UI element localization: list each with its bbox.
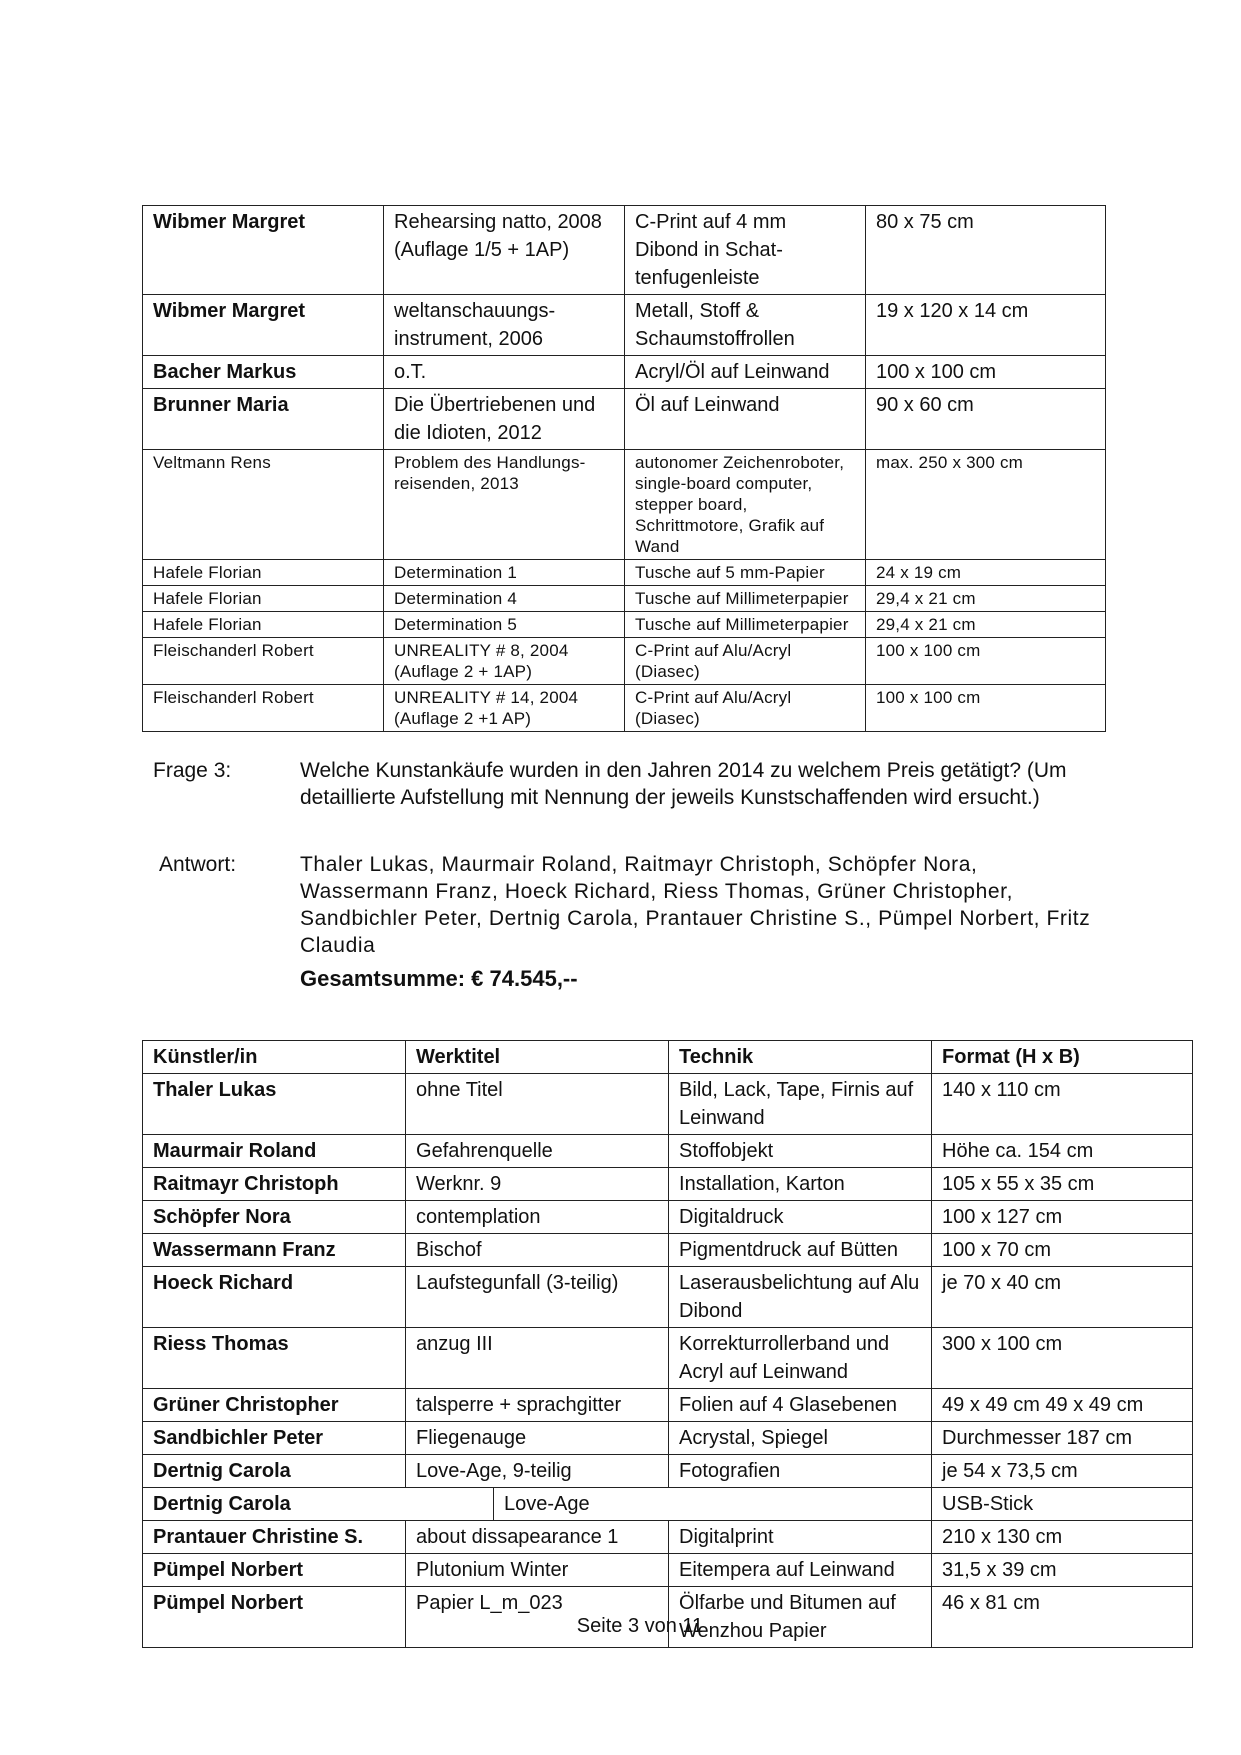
header-artist: Künstler/in bbox=[143, 1041, 406, 1074]
format-cell: 49 x 49 cm 49 x 49 cm bbox=[932, 1389, 1193, 1422]
technique-cell: Pigmentdruck auf Bütten bbox=[669, 1234, 932, 1267]
technique-cell: Digitaldruck bbox=[669, 1201, 932, 1234]
table-row bbox=[143, 560, 1106, 586]
table-row bbox=[143, 1135, 1193, 1168]
table-row bbox=[143, 1074, 1193, 1135]
table-row bbox=[143, 685, 1106, 732]
technique-cell: Installation, Karton bbox=[669, 1168, 932, 1201]
technique-cell: Eitempera auf Leinwand bbox=[669, 1554, 932, 1587]
format-cell: 29,4 x 21 cm bbox=[866, 612, 1106, 638]
artist-cell: Hafele Florian bbox=[143, 560, 384, 586]
technique-cell: Stoffobjekt bbox=[669, 1135, 932, 1168]
artist-cell: Veltmann Rens bbox=[143, 450, 384, 560]
title-cell: Laufstegunfall (3-teilig) bbox=[406, 1267, 669, 1328]
artist-cell: Hafele Florian bbox=[143, 586, 384, 612]
technique-cell: C-Print auf 4 mm Dibond in Schat-tenfugenleiste bbox=[625, 206, 866, 295]
table-row bbox=[143, 638, 1106, 685]
title-cell: Love-Age bbox=[494, 1488, 932, 1521]
artist-cell: Wassermann Franz bbox=[143, 1234, 406, 1267]
artist-cell: Prantauer Christine S. bbox=[143, 1521, 406, 1554]
table-row bbox=[143, 1554, 1193, 1587]
title-cell: Die Übertriebenen und die Idioten, 2012 bbox=[384, 389, 625, 450]
title-cell: Determination 5 bbox=[384, 612, 625, 638]
table-row bbox=[143, 295, 1106, 356]
header-format: Format (H x B) bbox=[932, 1041, 1193, 1074]
artist-cell: Bacher Markus bbox=[143, 356, 384, 389]
artist-cell: Sandbichler Peter bbox=[143, 1422, 406, 1455]
title-cell: Papier L_m_023 bbox=[406, 1587, 669, 1648]
title-cell: ohne Titel bbox=[406, 1074, 669, 1135]
technique-cell: C-Print auf Alu/Acryl (Diasec) bbox=[625, 638, 866, 685]
artist-cell: Pümpel Norbert bbox=[143, 1587, 406, 1648]
technique-cell: C-Print auf Alu/Acryl (Diasec) bbox=[625, 685, 866, 732]
title-cell: talsperre + sprachgitter bbox=[406, 1389, 669, 1422]
technique-cell: Tusche auf 5 mm-Papier bbox=[625, 560, 866, 586]
technique-cell: Acryl/Öl auf Leinwand bbox=[625, 356, 866, 389]
answer-label: Antwort: bbox=[159, 853, 237, 876]
table-row bbox=[143, 389, 1106, 450]
technique-cell: Öl auf Leinwand bbox=[625, 389, 866, 450]
table-row bbox=[143, 1422, 1193, 1455]
artworks-table-continued bbox=[142, 205, 1106, 732]
artist-cell: Hafele Florian bbox=[143, 612, 384, 638]
technique-cell: autonomer Zeichenroboter, single-board computer, stepper board, Schrittmotore, Grafik auf Wand bbox=[625, 450, 866, 560]
format-cell: 80 x 75 cm bbox=[866, 206, 1106, 295]
artist-cell: Wibmer Margret bbox=[143, 295, 384, 356]
artist-cell: Riess Thomas bbox=[143, 1328, 406, 1389]
title-cell: Determination 1 bbox=[384, 560, 625, 586]
artist-cell: Fleischanderl Robert bbox=[143, 638, 384, 685]
art-purchases-2014-table bbox=[142, 1040, 1193, 1648]
table-row bbox=[143, 206, 1106, 295]
title-cell: Bischof bbox=[406, 1234, 669, 1267]
format-cell: 24 x 19 cm bbox=[866, 560, 1106, 586]
table-row bbox=[143, 1521, 1193, 1554]
header-technique: Technik bbox=[669, 1041, 932, 1074]
answer-text: Thaler Lukas, Maurmair Roland, Raitmayr Christoph, Schöpfer Nora, Wassermann Franz, Hoeck Richard, Riess Thomas, Grüner Christopher, Sandbichler Peter, Dertnig Carola, Prantauer Christine S., Pümpel Norbert, Fritz Claudia bbox=[300, 853, 1091, 957]
title-cell: contemplation bbox=[406, 1201, 669, 1234]
title-cell: UNREALITY # 8, 2004 (Auflage 2 + 1AP) bbox=[384, 638, 625, 685]
title-cell: Problem des Handlungs-reisenden, 2013 bbox=[384, 450, 625, 560]
format-cell: 300 x 100 cm bbox=[932, 1328, 1193, 1389]
artist-cell: Hoeck Richard bbox=[143, 1267, 406, 1328]
format-cell: 100 x 70 cm bbox=[932, 1234, 1193, 1267]
artist-cell: Wibmer Margret bbox=[143, 206, 384, 295]
title-cell: about dissapearance 1 bbox=[406, 1521, 669, 1554]
title-cell: Love-Age, 9-teilig bbox=[406, 1455, 669, 1488]
technique-cell: Acrystal, Spiegel bbox=[669, 1422, 932, 1455]
artist-cell: Schöpfer Nora bbox=[143, 1201, 406, 1234]
title-cell: Determination 4 bbox=[384, 586, 625, 612]
title-cell: Plutonium Winter bbox=[406, 1554, 669, 1587]
format-cell: Durchmesser 187 cm bbox=[932, 1422, 1193, 1455]
title-cell: UNREALITY # 14, 2004 (Auflage 2 +1 AP) bbox=[384, 685, 625, 732]
table-row bbox=[143, 586, 1106, 612]
format-cell: 140 x 110 cm bbox=[932, 1074, 1193, 1135]
table-row bbox=[143, 1168, 1193, 1201]
technique-cell: Korrekturrollerband und Acryl auf Leinwand bbox=[669, 1328, 932, 1389]
table-row bbox=[143, 1328, 1193, 1389]
technique-cell: Laserausbelichtung auf Alu Dibond bbox=[669, 1267, 932, 1328]
technique-cell: Metall, Stoff & Schaumstoffrollen bbox=[625, 295, 866, 356]
question-label: Frage 3: bbox=[153, 759, 232, 782]
page-number: Seite 3 von 11 bbox=[576, 1615, 704, 1637]
format-cell: max. 250 x 300 cm bbox=[866, 450, 1106, 560]
format-cell: 100 x 100 cm bbox=[866, 685, 1106, 732]
artist-cell: Fleischanderl Robert bbox=[143, 685, 384, 732]
format-cell: 100 x 100 cm bbox=[866, 356, 1106, 389]
table-header-row bbox=[143, 1041, 1193, 1074]
artist-cell: Pümpel Norbert bbox=[143, 1554, 406, 1587]
table-row bbox=[143, 1267, 1193, 1328]
format-cell: 210 x 130 cm bbox=[932, 1521, 1193, 1554]
technique-cell: Tusche auf Millimeterpapier bbox=[625, 586, 866, 612]
artist-cell: Dertnig Carola bbox=[143, 1455, 406, 1488]
format-cell: 46 x 81 cm bbox=[932, 1587, 1193, 1648]
format-cell: 105 x 55 x 35 cm bbox=[932, 1168, 1193, 1201]
title-cell: Fliegenauge bbox=[406, 1422, 669, 1455]
table-row bbox=[143, 1201, 1193, 1234]
artist-cell: Thaler Lukas bbox=[143, 1074, 406, 1135]
title-cell: anzug III bbox=[406, 1328, 669, 1389]
artist-cell: Brunner Maria bbox=[143, 389, 384, 450]
format-cell: 29,4 x 21 cm bbox=[866, 586, 1106, 612]
title-cell: Werknr. 9 bbox=[406, 1168, 669, 1201]
format-cell: 100 x 127 cm bbox=[932, 1201, 1193, 1234]
artist-cell: Grüner Christopher bbox=[143, 1389, 406, 1422]
format-cell: 90 x 60 cm bbox=[866, 389, 1106, 450]
table-row bbox=[143, 612, 1106, 638]
technique-cell: Fotografien bbox=[669, 1455, 932, 1488]
technique-cell: Ölfarbe und Bitumen auf Wenzhou Papier bbox=[669, 1587, 932, 1648]
table-row bbox=[143, 1455, 1193, 1488]
table-row bbox=[143, 356, 1106, 389]
table-row bbox=[143, 450, 1106, 560]
format-cell: je 70 x 40 cm bbox=[932, 1267, 1193, 1328]
format-cell: je 54 x 73,5 cm bbox=[932, 1455, 1193, 1488]
technique-cell: Folien auf 4 Glasebenen bbox=[669, 1389, 932, 1422]
header-title: Werktitel bbox=[406, 1041, 669, 1074]
table-row-odd-layout bbox=[143, 1488, 1193, 1521]
format-cell: 19 x 120 x 14 cm bbox=[866, 295, 1106, 356]
title-cell: weltanschauungs-instrument, 2006 bbox=[384, 295, 625, 356]
format-cell: 31,5 x 39 cm bbox=[932, 1554, 1193, 1587]
table-row bbox=[143, 1389, 1193, 1422]
technique-cell: Bild, Lack, Tape, Firnis auf Leinwand bbox=[669, 1074, 932, 1135]
technique-cell: USB-Stick bbox=[932, 1488, 1193, 1521]
total-sum: Gesamtsumme: € 74.545,-- bbox=[300, 966, 578, 991]
title-cell: o.T. bbox=[384, 356, 625, 389]
title-cell: Gefahrenquelle bbox=[406, 1135, 669, 1168]
table-row bbox=[143, 1234, 1193, 1267]
title-cell: Rehearsing natto, 2008 (Auflage 1/5 + 1AP) bbox=[384, 206, 625, 295]
artist-cell: Maurmair Roland bbox=[143, 1135, 406, 1168]
format-cell: Höhe ca. 154 cm bbox=[932, 1135, 1193, 1168]
question-text: Welche Kunstankäufe wurden in den Jahren 2014 zu welchem Preis getätigt? (Um detaillierte Aufstellung mit Nennung der jeweils Kunstschaffenden wird ersucht.) bbox=[300, 759, 1067, 809]
technique-cell: Tusche auf Millimeterpapier bbox=[625, 612, 866, 638]
artist-cell: Dertnig Carola bbox=[143, 1488, 494, 1521]
format-cell: 100 x 100 cm bbox=[866, 638, 1106, 685]
technique-cell: Digitalprint bbox=[669, 1521, 932, 1554]
artist-cell: Raitmayr Christoph bbox=[143, 1168, 406, 1201]
